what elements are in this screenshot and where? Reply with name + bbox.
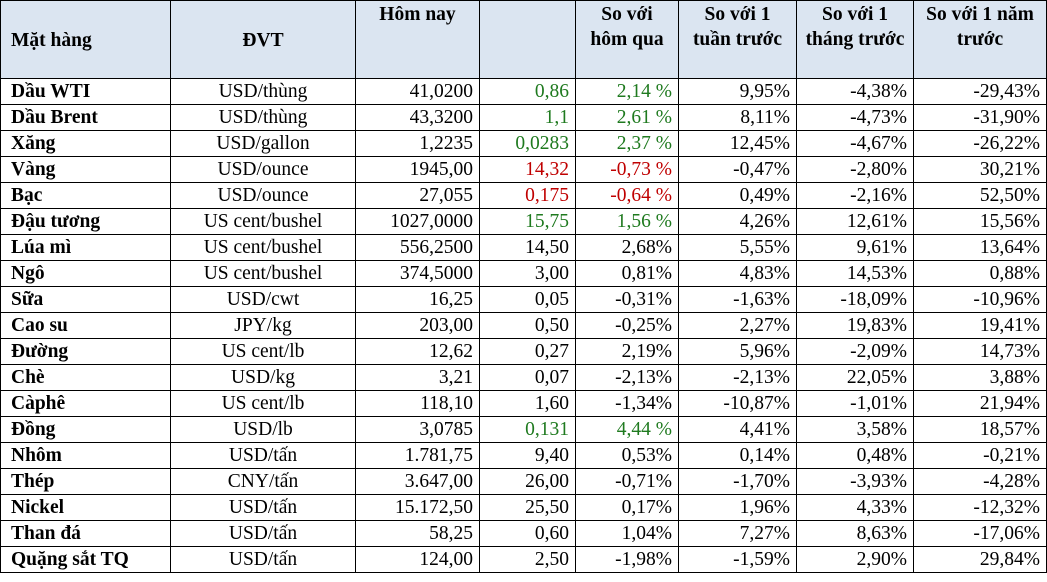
table-row [1, 313, 1047, 339]
vs-year: 18,57% [914, 417, 1047, 443]
header-row [1, 1, 1047, 79]
vs-year: -29,43% [914, 79, 1047, 105]
commodity-name: Quặng sắt TQ [1, 547, 171, 573]
table-row [1, 339, 1047, 365]
vs-month: -4,67% [797, 131, 914, 157]
header-vs-week: So với 1 tuần trước [679, 1, 797, 79]
commodity-name: Cao su [1, 313, 171, 339]
commodity-name: Đồng [1, 417, 171, 443]
vs-week: 2,27% [679, 313, 797, 339]
vs-week: 4,41% [679, 417, 797, 443]
vs-month: -4,38% [797, 79, 914, 105]
unit-cell: USD/thùng [171, 79, 356, 105]
header-vs-year: So với 1 năm trước [914, 1, 1047, 79]
today-price: 27,055 [356, 183, 480, 209]
table-row [1, 79, 1047, 105]
today-price: 3,21 [356, 365, 480, 391]
vs-year: -12,32% [914, 495, 1047, 521]
change-value: 0,86 [480, 79, 576, 105]
vs-month: 3,58% [797, 417, 914, 443]
vs-yesterday: 2,14 % [576, 79, 679, 105]
vs-yesterday: -0,64 % [576, 183, 679, 209]
today-price: 374,5000 [356, 261, 480, 287]
unit-cell: US cent/bushel [171, 209, 356, 235]
table-row [1, 183, 1047, 209]
today-price: 41,0200 [356, 79, 480, 105]
commodity-name: Bạc [1, 183, 171, 209]
commodity-name: Đường [1, 339, 171, 365]
today-price: 1.781,75 [356, 443, 480, 469]
vs-yesterday: 4,44 % [576, 417, 679, 443]
unit-cell: JPY/kg [171, 313, 356, 339]
unit-cell: USD/thùng [171, 105, 356, 131]
vs-month: 9,61% [797, 235, 914, 261]
today-price: 43,3200 [356, 105, 480, 131]
vs-week: 4,26% [679, 209, 797, 235]
vs-yesterday: 1,56 % [576, 209, 679, 235]
change-value: 0,175 [480, 183, 576, 209]
vs-year: 13,64% [914, 235, 1047, 261]
vs-year: 19,41% [914, 313, 1047, 339]
change-value: 0,05 [480, 287, 576, 313]
vs-month: -2,80% [797, 157, 914, 183]
vs-yesterday: 2,19% [576, 339, 679, 365]
vs-week: 7,27% [679, 521, 797, 547]
commodity-name: Vàng [1, 157, 171, 183]
table-row [1, 469, 1047, 495]
commodity-name: Thép [1, 469, 171, 495]
vs-month: 22,05% [797, 365, 914, 391]
vs-year: 52,50% [914, 183, 1047, 209]
vs-week: 5,55% [679, 235, 797, 261]
vs-year: -31,90% [914, 105, 1047, 131]
today-price: 118,10 [356, 391, 480, 417]
vs-month: 14,53% [797, 261, 914, 287]
table-row [1, 209, 1047, 235]
vs-month: -2,09% [797, 339, 914, 365]
table-row [1, 261, 1047, 287]
vs-year: 29,84% [914, 547, 1047, 573]
header-change [480, 1, 576, 79]
vs-month: 19,83% [797, 313, 914, 339]
change-value: 0,07 [480, 365, 576, 391]
vs-yesterday: -2,13% [576, 365, 679, 391]
header-vs-yesterday: So với hôm qua [576, 1, 679, 79]
commodity-name: Chè [1, 365, 171, 391]
table-body [1, 79, 1047, 573]
vs-month: 4,33% [797, 495, 914, 521]
change-value: 1,1 [480, 105, 576, 131]
vs-year: -4,28% [914, 469, 1047, 495]
table-row [1, 287, 1047, 313]
change-value: 14,50 [480, 235, 576, 261]
change-value: 26,00 [480, 469, 576, 495]
change-value: 3,00 [480, 261, 576, 287]
change-value: 0,27 [480, 339, 576, 365]
vs-yesterday: -1,34% [576, 391, 679, 417]
vs-week: 0,14% [679, 443, 797, 469]
table-row [1, 365, 1047, 391]
vs-week: -1,63% [679, 287, 797, 313]
vs-month: 12,61% [797, 209, 914, 235]
vs-yesterday: 2,61 % [576, 105, 679, 131]
vs-yesterday: 0,17% [576, 495, 679, 521]
change-value: 0,50 [480, 313, 576, 339]
today-price: 15.172,50 [356, 495, 480, 521]
unit-cell: USD/ounce [171, 183, 356, 209]
commodity-name: Nickel [1, 495, 171, 521]
header-item: Mặt hàng [1, 1, 171, 79]
vs-yesterday: -0,73 % [576, 157, 679, 183]
unit-cell: USD/ounce [171, 157, 356, 183]
commodity-name: Sữa [1, 287, 171, 313]
unit-cell: USD/tấn [171, 547, 356, 573]
vs-year: 30,21% [914, 157, 1047, 183]
table-row [1, 105, 1047, 131]
table-row [1, 157, 1047, 183]
vs-month: 2,90% [797, 547, 914, 573]
header-today: Hôm nay [356, 1, 480, 79]
commodity-name: Đậu tương [1, 209, 171, 235]
vs-month: -1,01% [797, 391, 914, 417]
today-price: 3.647,00 [356, 469, 480, 495]
vs-week: 8,11% [679, 105, 797, 131]
today-price: 1,2235 [356, 131, 480, 157]
commodity-name: Dầu WTI [1, 79, 171, 105]
table-row [1, 521, 1047, 547]
commodity-name: Càphê [1, 391, 171, 417]
vs-yesterday: 0,81% [576, 261, 679, 287]
table-row [1, 443, 1047, 469]
vs-week: -10,87% [679, 391, 797, 417]
vs-year: -0,21% [914, 443, 1047, 469]
vs-month: -3,93% [797, 469, 914, 495]
vs-year: 0,88% [914, 261, 1047, 287]
change-value: 1,60 [480, 391, 576, 417]
table-row [1, 131, 1047, 157]
vs-yesterday: -1,98% [576, 547, 679, 573]
unit-cell: USD/lb [171, 417, 356, 443]
vs-month: -2,16% [797, 183, 914, 209]
change-value: 0,131 [480, 417, 576, 443]
vs-yesterday: 0,53% [576, 443, 679, 469]
commodity-name: Nhôm [1, 443, 171, 469]
vs-week: -2,13% [679, 365, 797, 391]
vs-year: -26,22% [914, 131, 1047, 157]
unit-cell: US cent/lb [171, 339, 356, 365]
today-price: 58,25 [356, 521, 480, 547]
unit-cell: USD/cwt [171, 287, 356, 313]
vs-week: -1,59% [679, 547, 797, 573]
change-value: 15,75 [480, 209, 576, 235]
header-unit: ĐVT [171, 1, 356, 79]
unit-cell: USD/tấn [171, 495, 356, 521]
header-vs-month: So với 1 tháng trước [797, 1, 914, 79]
change-value: 25,50 [480, 495, 576, 521]
vs-year: -10,96% [914, 287, 1047, 313]
unit-cell: USD/gallon [171, 131, 356, 157]
change-value: 2,50 [480, 547, 576, 573]
vs-week: 4,83% [679, 261, 797, 287]
today-price: 12,62 [356, 339, 480, 365]
vs-month: 8,63% [797, 521, 914, 547]
vs-month: -18,09% [797, 287, 914, 313]
today-price: 124,00 [356, 547, 480, 573]
vs-yesterday: -0,25% [576, 313, 679, 339]
today-price: 1027,0000 [356, 209, 480, 235]
commodity-name: Dầu Brent [1, 105, 171, 131]
vs-year: 3,88% [914, 365, 1047, 391]
commodity-name: Ngô [1, 261, 171, 287]
today-price: 203,00 [356, 313, 480, 339]
table-row [1, 235, 1047, 261]
change-value: 0,60 [480, 521, 576, 547]
commodity-name: Than đá [1, 521, 171, 547]
commodity-name: Lúa mì [1, 235, 171, 261]
unit-cell: US cent/bushel [171, 235, 356, 261]
change-value: 14,32 [480, 157, 576, 183]
vs-year: 15,56% [914, 209, 1047, 235]
vs-week: 5,96% [679, 339, 797, 365]
commodity-name: Xăng [1, 131, 171, 157]
vs-week: 12,45% [679, 131, 797, 157]
vs-week: -0,47% [679, 157, 797, 183]
vs-yesterday: 2,68% [576, 235, 679, 261]
table-row [1, 495, 1047, 521]
unit-cell: CNY/tấn [171, 469, 356, 495]
unit-cell: USD/tấn [171, 521, 356, 547]
vs-year: 21,94% [914, 391, 1047, 417]
vs-week: -1,70% [679, 469, 797, 495]
unit-cell: US cent/bushel [171, 261, 356, 287]
today-price: 16,25 [356, 287, 480, 313]
unit-cell: US cent/lb [171, 391, 356, 417]
vs-week: 9,95% [679, 79, 797, 105]
vs-yesterday: -0,71% [576, 469, 679, 495]
vs-year: 14,73% [914, 339, 1047, 365]
vs-year: -17,06% [914, 521, 1047, 547]
table-row [1, 417, 1047, 443]
today-price: 3,0785 [356, 417, 480, 443]
vs-month: 0,48% [797, 443, 914, 469]
vs-week: 1,96% [679, 495, 797, 521]
vs-yesterday: -0,31% [576, 287, 679, 313]
unit-cell: USD/tấn [171, 443, 356, 469]
today-price: 556,2500 [356, 235, 480, 261]
unit-cell: USD/kg [171, 365, 356, 391]
table-row [1, 391, 1047, 417]
vs-week: 0,49% [679, 183, 797, 209]
change-value: 9,40 [480, 443, 576, 469]
change-value: 0,0283 [480, 131, 576, 157]
vs-yesterday: 2,37 % [576, 131, 679, 157]
vs-yesterday: 1,04% [576, 521, 679, 547]
today-price: 1945,00 [356, 157, 480, 183]
table-row [1, 547, 1047, 573]
vs-month: -4,73% [797, 105, 914, 131]
